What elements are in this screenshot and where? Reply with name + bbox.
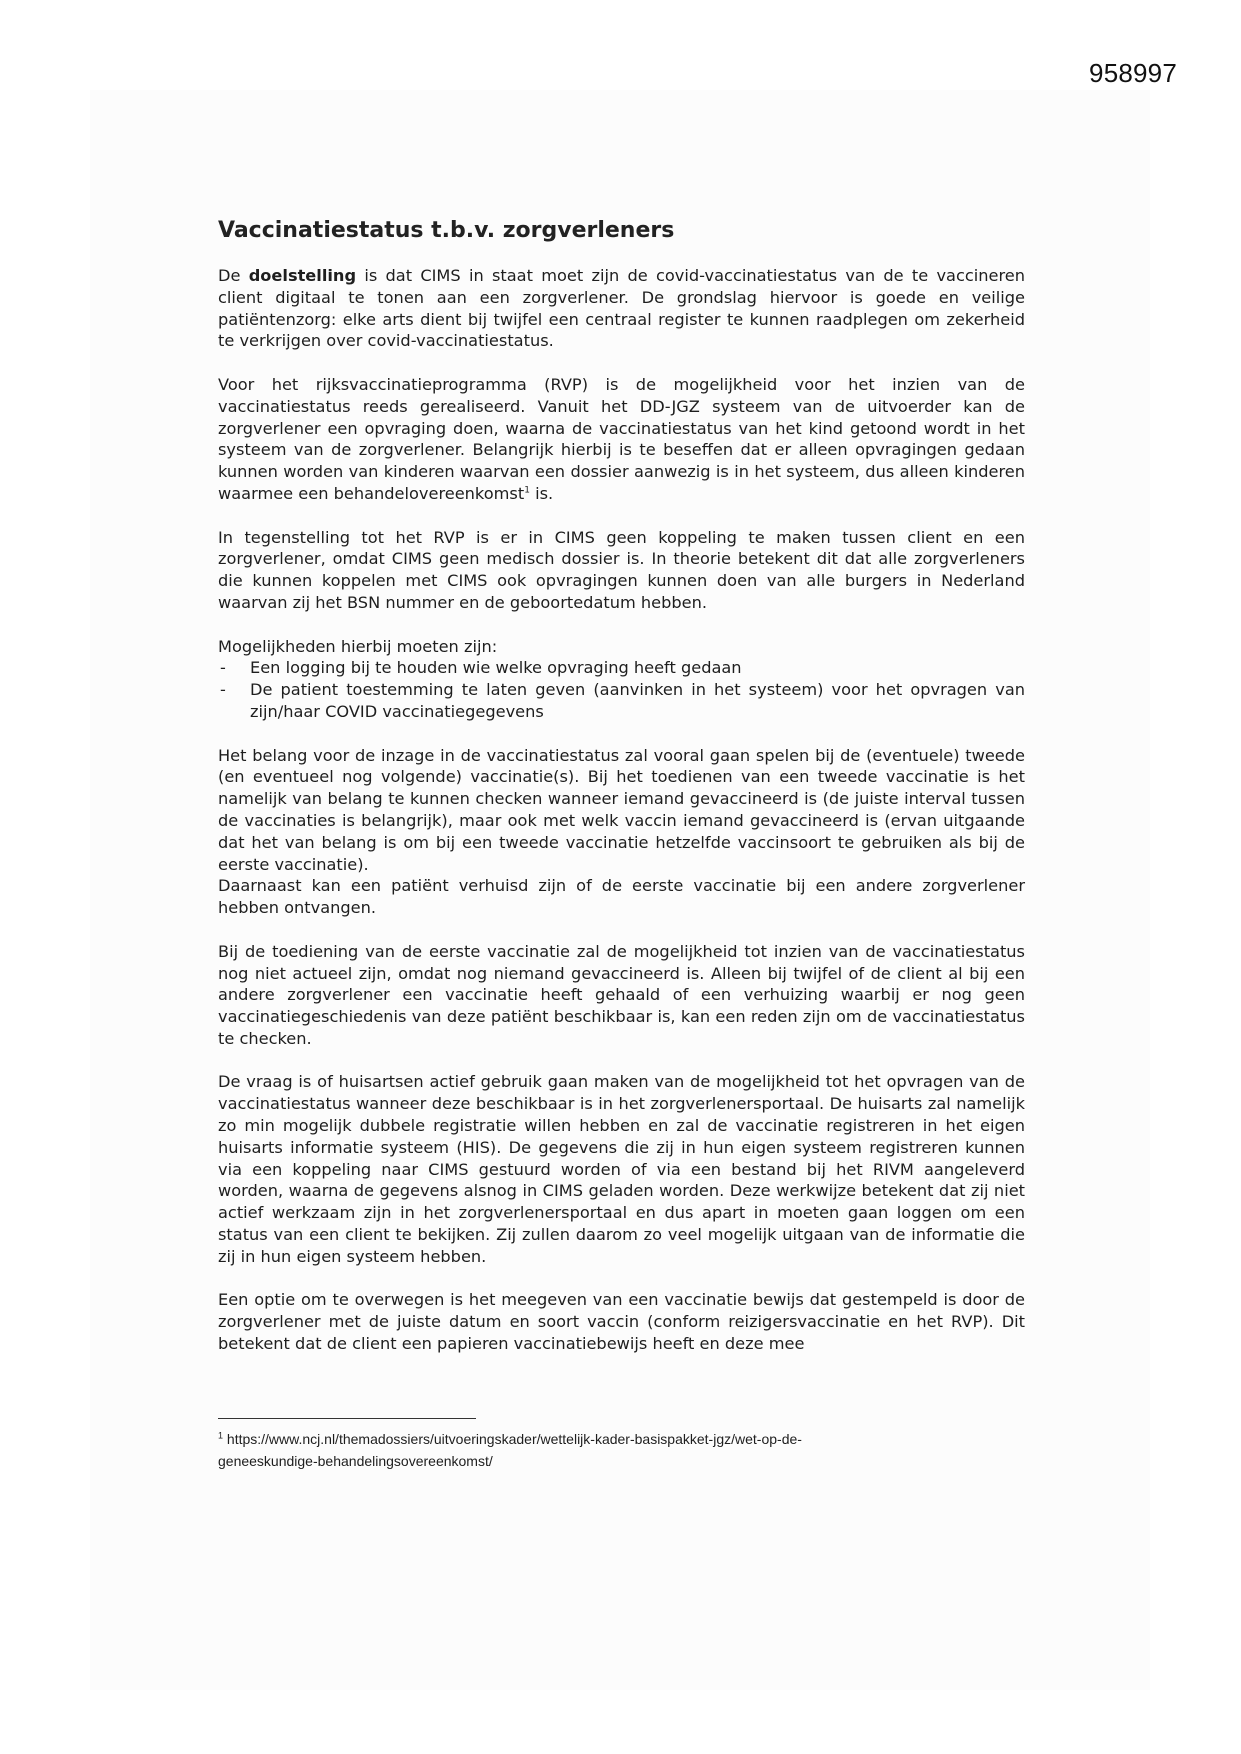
footnote: [218, 1428, 978, 1472]
paragraph-rvp: [218, 374, 1025, 505]
goal-text: is dat CIMS in staat moet zijn de covid-vaccinatiestatus van de te vaccineren client digitaal te tonen aan een zorgverlener. De grondslag hiervoor is goede en veilige patiëntenzorg: elke arts dient bij twijfel een centraal register te kunnen raadplegen om zekerheid te verkrijgen over covid-vaccinatiestatus.: [218, 266, 1025, 351]
goal-keyword: doelstelling: [248, 266, 357, 285]
footnote-line-1: [218, 1428, 978, 1450]
footnote-line-2: [218, 1450, 978, 1472]
list-item: - Een logging bij te houden wie welke opvraging heeft gedaan: [218, 657, 1025, 679]
paragraph-possibilities-intro: Mogelijkheden hierbij moeten zijn:: [218, 636, 498, 656]
paragraph-importance: Het belang voor de inzage in de vaccinatiestatus zal vooral gaan spelen bij de (eventuele) tweede (en eventueel nog volgende) vaccinatie(s). Bij het toedienen van een tweede vaccinatie is het namelijk van belang te kunnen checken wanneer iemand gevaccineerd is (de juiste interval tussen de vaccinaties is belangrijk), maar ook met welk vaccin iemand gevaccineerd is (ervan uitgaande dat het van belang is om bij een tweede vaccinatie hetzelfde vaccinsoort te gebruiken als bij de eerste vaccinatie).: [218, 745, 1025, 874]
document-title: Vaccinatiestatus t.b.v. zorgverleners: [218, 218, 675, 243]
footnote-reference[interactable]: 1: [524, 485, 530, 496]
footnote-link-part-1[interactable]: https://www.ncj.nl/themadossiers/uitvoeringskader/wettelijk-kader-basispakket-jgz/wet-op-de-: [226, 1431, 802, 1447]
paragraph-cims-coupling: In tegenstelling tot het RVP is er in CIMS geen koppeling te maken tussen client en een zorgverlener, omdat CIMS geen medisch dossier is. In theorie betekent dit dat alle zorgverleners die kunnen koppelen met CIMS ook opvragingen kunnen doen van alle burgers in Nederland waarvan zij het BSN nummer en de geboortedatum hebben.: [218, 527, 1025, 612]
paragraph-general-practitioners: De vraag is of huisartsen actief gebruik gaan maken van de mogelijkheid tot het opvragen van de vaccinatiestatus wanneer deze beschikbaar is in het zorgverlenersportaal. De huisarts zal namelijk zo min mogelijk dubbele registratie willen hebben en zal de vaccinatie registreren in het eigen huisarts informatie systeem (HIS). De gegevens die zij in hun eigen systeem registreren kunnen via een koppeling naar CIMS gestuurd worden of via een bestand bij het RIVM aangeleverd worden, waarna de gegevens alsnog in CIMS geladen worden. Deze werkwijze betekent dat zij niet actief werkzaam zijn in het zorgverlenersportaal en dus apart in moeten gaan loggen om een status van een client te bekijken. Zij zullen daarom zo veel mogelijk uitgaan van de informatie die zij in hun eigen systeem hebben.: [218, 1072, 1025, 1266]
list-item: - De patient toestemming te laten geven (aanvinken in het systeem) voor het opvragen van zijn/haar COVID vaccinatiegegevens: [218, 679, 1025, 723]
paragraph-first-vaccination: Bij de toediening van de eerste vaccinatie zal de mogelijkheid tot inzien van de vaccinatiestatus nog niet actueel zijn, omdat nog niemand gevaccineerd is. Alleen bij twijfel of de client al bij een andere zorgverlener een vaccinatie heeft gehaald of een verhuizing waarbij er nog geen vaccinatiegeschiedenis van deze patiënt beschikbaar is, kan een reden zijn om de vaccinatiestatus te checken.: [218, 941, 1025, 1048]
footnote-link-part-2[interactable]: geneeskundige-behandelingsovereenkomst/: [218, 1453, 493, 1469]
paragraph-moved-patient: Daarnaast kan een patiënt verhuisd zijn of de eerste vaccinatie bij een andere zorgverlener hebben ontvangen.: [218, 876, 1025, 918]
paragraph-goal: [218, 265, 1025, 352]
rvp-text: Voor het rijksvaccinatieprogramma (RVP) is de mogelijkheid voor het inzien van de vaccinatiestatus reeds gerealiseerd. Vanuit het DD-JGZ systeem van de uitvoerder kan de zorgverlener een opvraging doen, waarna de vaccinatiestatus van het kind getoond wordt in het systeem van de zorgverlener. Belangrijk hierbij is te beseffen dat er alleen opvragingen gedaan kunnen worden van kinderen waarvan een dossier aanwezig is in het systeem, dus alleen kinderen waarmee een behandelovereenkomst: [218, 374, 1025, 503]
footnote-number: 1: [218, 1430, 224, 1441]
paragraph-vaccination-proof: Een optie om te overwegen is het meegeven van een vaccinatie bewijs dat gestempeld is door de zorgverlener met de juiste datum en soort vaccin (conform reizigersvaccinatie en het RVP). Dit betekent dat de client een papieren vaccinatiebewijs heeft en deze mee: [218, 1290, 1025, 1354]
footnote-divider: [218, 1418, 476, 1419]
document-number: 958997: [1089, 58, 1177, 88]
goal-lead: De: [218, 266, 249, 285]
document-body: [218, 218, 1025, 1355]
rvp-tail: is.: [529, 483, 554, 503]
possibilities-list: [218, 657, 1025, 722]
